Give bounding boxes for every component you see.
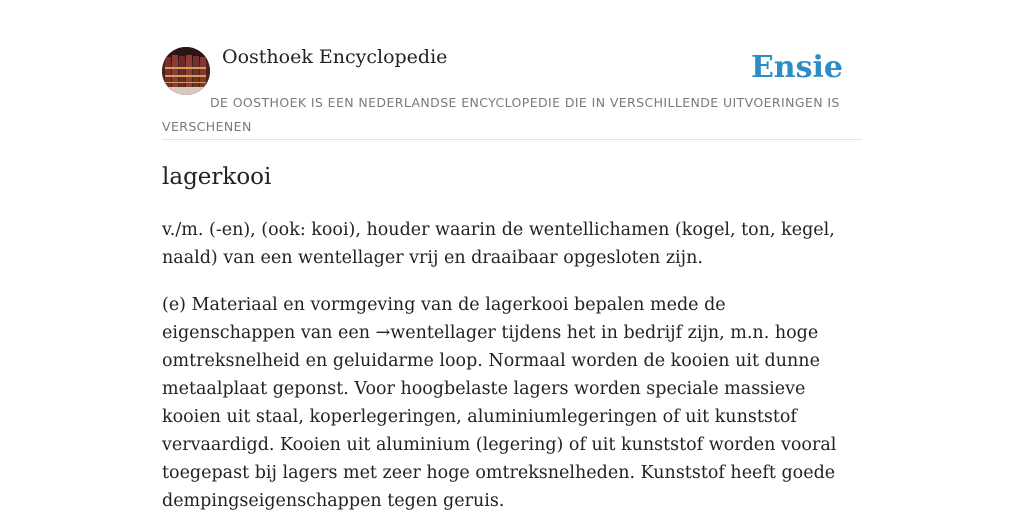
wentellager-link[interactable]: →wentellager: [375, 323, 496, 343]
entry-paragraph-1: v./m. (-en), (ook: kooi), houder waarin de wentellichamen (kogel, ton, kegel, naald) van een wentellager vrij en draaibaar opgesloten zijn.: [162, 220, 835, 268]
site-name[interactable]: Oosthoek Encyclopedie: [222, 46, 448, 68]
site-tagline: DE OOSTHOEK IS EEN NEDERLANDSE ENCYCLOPEDIE DIE IN VERSCHILLENDE UITVOERINGEN IS VERSCHENEN: [162, 95, 840, 134]
encyclopedia-books-icon[interactable]: [162, 47, 210, 95]
entry-paragraph-2: [162, 291, 862, 512]
paragraph-2-text-after: tijdens het in bedrijf zijn, m.n. hoge omtreksnelheid en geluidarme loop. Normaal worden de kooien uit dunne metaalplaat geponst. Voor hoogbelaste lagers worden speciale massieve kooien uit staal, koperlegeringen, aluminiumlegeringen of uit kunststof vervaardigd. Kooien uit aluminium (legering) of uit kunststof worden vooral toegepast bij lagers met zeer hoge omtreksnelheden. Kunststof heeft goede dempingseigenschappen tegen geruis.: [162, 323, 837, 511]
entry-title: lagerkooi: [162, 164, 272, 190]
paragraph-2-text-before: (e) Materiaal en vormgeving van de lagerkooi bepalen mede de eigenschappen van een: [162, 295, 726, 343]
brand-logo-link[interactable]: Ensie: [750, 50, 843, 85]
header-divider: [162, 139, 862, 140]
page: [162, 0, 862, 512]
